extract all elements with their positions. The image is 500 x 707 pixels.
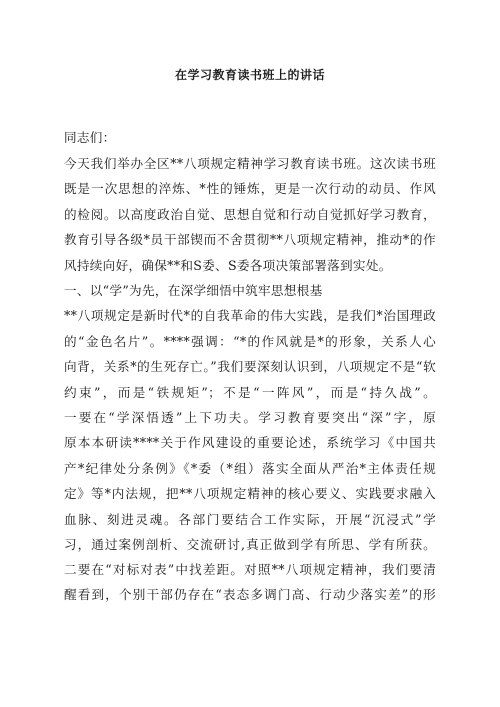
text-line: 教育引导各级*员干部锲而不舍贯彻**八项规定精神，推动*的作 <box>64 232 436 248</box>
greeting: 同志们： <box>64 130 116 145</box>
text-line: 一要在“学深悟透”上下功夫。学习教育要突出“深”字，原 <box>64 410 436 426</box>
text-line: 习，通过案例剖析、交流研讨,真正做到学有所思、学有所获。 <box>64 537 436 553</box>
text-line: 的检阅。以高度政治自觉、思想自觉和行动自觉抓好学习教育， <box>64 206 436 222</box>
text-line: 原本本研读****关于作风建设的重要论述，系统学习《中国共 <box>64 435 436 451</box>
text-line: 向背，关系*的生死存亡。”我们要深刻认识到，八项规定不是“软 <box>64 359 436 375</box>
body-paragraph-block-2 <box>64 557 436 608</box>
text-line: 风持续向好，确保**和S委、S委各项决策部署落到实处。 <box>64 257 392 273</box>
section-heading: 一、以“学”为先，在深学细悟中筑牢思想根基 <box>64 283 323 299</box>
text-line: 二要在“对标对表”中找差距。对照**八项规定精神，我们要清 <box>64 562 436 577</box>
text-line: 产*纪律处分条例》《*委（*组）落实全面从严治*主体责任规 <box>64 460 436 476</box>
document-title: 在学习教育读书班上的讲话 <box>174 68 325 82</box>
body-paragraph-block-1 <box>64 151 436 558</box>
text-line: 既是一次思想的淬炼、*性的锤炼，更是一次行动的动员、作风 <box>64 181 436 197</box>
text-line: 的“金色名片”。****强调：“*的作风就是*的形象，关系人心 <box>64 333 436 349</box>
text-line: **八项规定是新时代*的自我革命的伟大实践，是我们*治国理政 <box>64 308 436 324</box>
text-line: 约束”，而是“铁规矩”；不是“一阵风”，而是“持久战”。 <box>64 384 436 400</box>
text-line: 定》等*内法规，把**八项规定精神的核心要义、实践要求融入 <box>64 486 436 502</box>
text-line: 醒看到，个别干部仍存在“表态多调门高、行动少落实差”的形 <box>64 587 436 603</box>
text-line: 血脉、刻进灵魂。各部门要结合工作实际，开展“沉浸式”学 <box>64 511 436 527</box>
text-line: 今天我们举办全区**八项规定精神学习教育读书班。这次读书班 <box>64 156 436 171</box>
